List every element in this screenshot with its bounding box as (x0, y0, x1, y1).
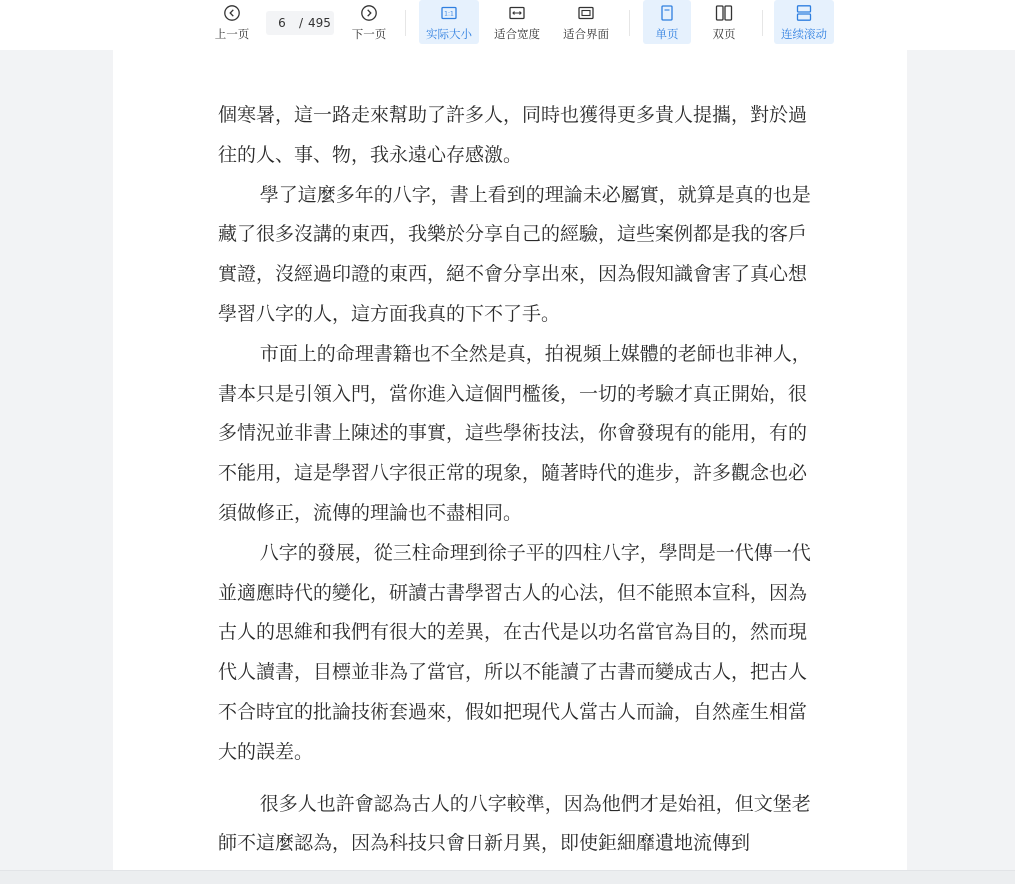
paragraph: 很多人也許會認為古人的八字較準，因為他們才是始祖，但文堡老師不這麼認為，因為科技只會日新月異，即使鉅細靡遺地流傳到 (218, 792, 811, 855)
actual-size-icon (440, 4, 458, 22)
svg-text:1:1: 1:1 (444, 10, 454, 18)
actual-size-button[interactable] (419, 0, 479, 44)
next-page-label: 下一页 (351, 27, 387, 41)
reader-toolbar (0, 0, 1015, 50)
prev-page-label: 上一页 (214, 27, 250, 41)
single-page-label: 单页 (655, 27, 679, 41)
fit-page-button[interactable] (558, 0, 614, 44)
toolbar-divider (405, 10, 406, 36)
double-page-icon (715, 4, 733, 22)
page-number-box[interactable] (266, 11, 334, 35)
paragraph: 個寒暑，這一路走來幫助了許多人，同時也獲得更多貴人提攜，對於過往的人、事、物，我永遠心存感激。 (218, 104, 808, 166)
paragraph: 學了這麼多年的八字，書上看到的理論未必屬實，就算是真的也是藏了很多沒講的東西，我樂於分享自己的經驗，這些案例都是我的客戶實證，沒經過印證的東西，絕不會分享出來，因為假知識會害了真心想學習八字的人，這方面我真的下不了手。 (218, 183, 811, 325)
fit-page-icon (577, 4, 595, 22)
toolbar-divider (629, 10, 630, 36)
fit-page-label: 适合界面 (563, 27, 609, 41)
double-page-button[interactable] (700, 0, 748, 44)
prev-page-button[interactable] (210, 0, 254, 44)
double-page-label: 双页 (712, 27, 736, 41)
actual-size-label: 实际大小 (426, 27, 472, 41)
single-page-icon (658, 4, 676, 22)
paragraph: 八字的發展，從三柱命理到徐子平的四柱八字，學問是一代傳一代並適應時代的變化，研讀古書學習古人的心法，但不能照本宣科，因為古人的思維和我們有很大的差異，在古代是以功名當官為目的，然而現代人讀書，目標並非為了當官，所以不能讀了古書而變成古人，把古人不合時宜的批論技術套過來，假如把現代人當古人而論，自然產生相當大的誤差。 (218, 541, 811, 763)
continuous-scroll-label: 连续滚动 (781, 27, 827, 41)
page-total: 495 (308, 16, 331, 30)
next-page-button[interactable] (347, 0, 391, 44)
horizontal-scrollbar[interactable] (0, 870, 1015, 884)
page-text (218, 96, 818, 864)
document-page (113, 50, 907, 870)
fit-width-icon (508, 4, 526, 22)
page-number-input[interactable]: 6 (278, 16, 286, 30)
fit-width-label: 适合宽度 (494, 27, 540, 41)
page-separator: / (299, 16, 304, 30)
continuous-scroll-icon (795, 4, 813, 22)
toolbar-divider (762, 10, 763, 36)
fit-width-button[interactable] (489, 0, 545, 44)
chevron-right-circle-icon (360, 4, 378, 22)
single-page-button[interactable] (643, 0, 691, 44)
continuous-scroll-button[interactable] (774, 0, 834, 44)
paragraph: 市面上的命理書籍也不全然是真，拍視頻上媒體的老師也非神人，書本只是引領入門，當你進入這個門檻後，一切的考驗才真正開始，很多情況並非書上陳述的事實，這些學術技法，你會發現有的能用，有的不能用，這是學習八字很正常的現象，隨著時代的進步，許多觀念也必須做修正，流傳的理論也不盡相同。 (218, 342, 811, 524)
chevron-left-circle-icon (223, 4, 241, 22)
